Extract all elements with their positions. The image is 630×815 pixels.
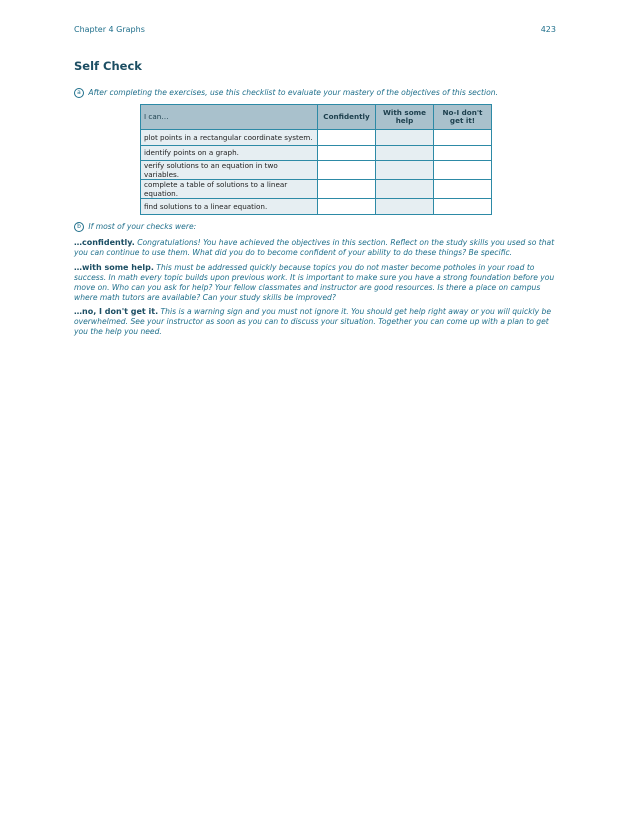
header-i-can: I can… [141,105,318,130]
checkbox-confidently[interactable] [318,161,376,180]
results-prompt [74,222,196,232]
header-no-dont-get-it: No-I don't get it! [434,105,492,130]
self-check-instruction [74,88,564,98]
checkbox-confidently[interactable] [318,199,376,215]
objective-cell: identify points on a graph. [141,145,318,161]
feedback-confidently [74,238,557,258]
table-row [141,180,492,199]
feedback-text: This is a warning sign and you must not ignore it. You should get help right away or you will quickly be overwhelmed. See your instructor as soon as you can to discuss your situation. Together you can come up with a plan to get you the help you need. [74,307,552,336]
checkbox-no-dont-get-it[interactable] [434,180,492,199]
checkbox-no-dont-get-it[interactable] [434,130,492,146]
results-prompt-text: If most of your checks were: [88,222,197,231]
checkbox-no-dont-get-it[interactable] [434,161,492,180]
table-row [141,161,492,180]
running-header-chapter: Chapter 4 Graphs [74,25,145,34]
objective-cell: verify solutions to an equation in two variables. [141,161,318,180]
page-number: 423 [540,25,556,34]
feedback-lead: …no, I don't get it. [74,307,159,316]
checkbox-with-some-help[interactable] [376,161,434,180]
feedback-with-some-help [74,263,557,303]
table-row [141,199,492,215]
checkbox-confidently[interactable] [318,145,376,161]
objective-cell: complete a table of solutions to a linear equation. [141,180,318,199]
checkbox-with-some-help[interactable] [376,145,434,161]
checkbox-with-some-help[interactable] [376,130,434,146]
header-with-some-help: With some help [376,105,434,130]
instruction-text: After completing the exercises, use this checklist to evaluate your mastery of the objectives of this section. [88,88,498,97]
checkbox-no-dont-get-it[interactable] [434,199,492,215]
checkbox-no-dont-get-it[interactable] [434,145,492,161]
feedback-text: This must be addressed quickly because topics you do not master become potholes in your road to success. In math every topic builds upon previous work. It is important to make sure you have a strong foundation before you move on. Who can you ask for help? Your fellow classmates and instructor are good resources. Is there a place on campus where math tutors are available? Can your study skills be improved? [74,263,555,302]
mastery-checklist-table [140,104,492,215]
feedback-lead: …confidently. [74,238,135,247]
objective-cell: plot points in a rectangular coordinate system. [141,130,318,146]
table-row [141,130,492,146]
checkbox-confidently[interactable] [318,180,376,199]
objective-cell: find solutions to a linear equation. [141,199,318,215]
feedback-dont-get-it [74,307,557,337]
checkbox-confidently[interactable] [318,130,376,146]
feedback-text: Congratulations! You have achieved the objectives in this section. Reflect on the study skills you used so that you can continue to use them. What did you do to become confident of your ability to do these things? Be specific. [74,238,555,257]
item-letter-b: b [74,222,84,232]
checkbox-with-some-help[interactable] [376,199,434,215]
item-letter-a: a [74,88,84,98]
feedback-lead: …with some help. [74,263,154,272]
table-header-row [141,105,492,130]
header-confidently: Confidently [318,105,376,130]
section-title: Self Check [74,59,142,73]
checkbox-with-some-help[interactable] [376,180,434,199]
table-row [141,145,492,161]
